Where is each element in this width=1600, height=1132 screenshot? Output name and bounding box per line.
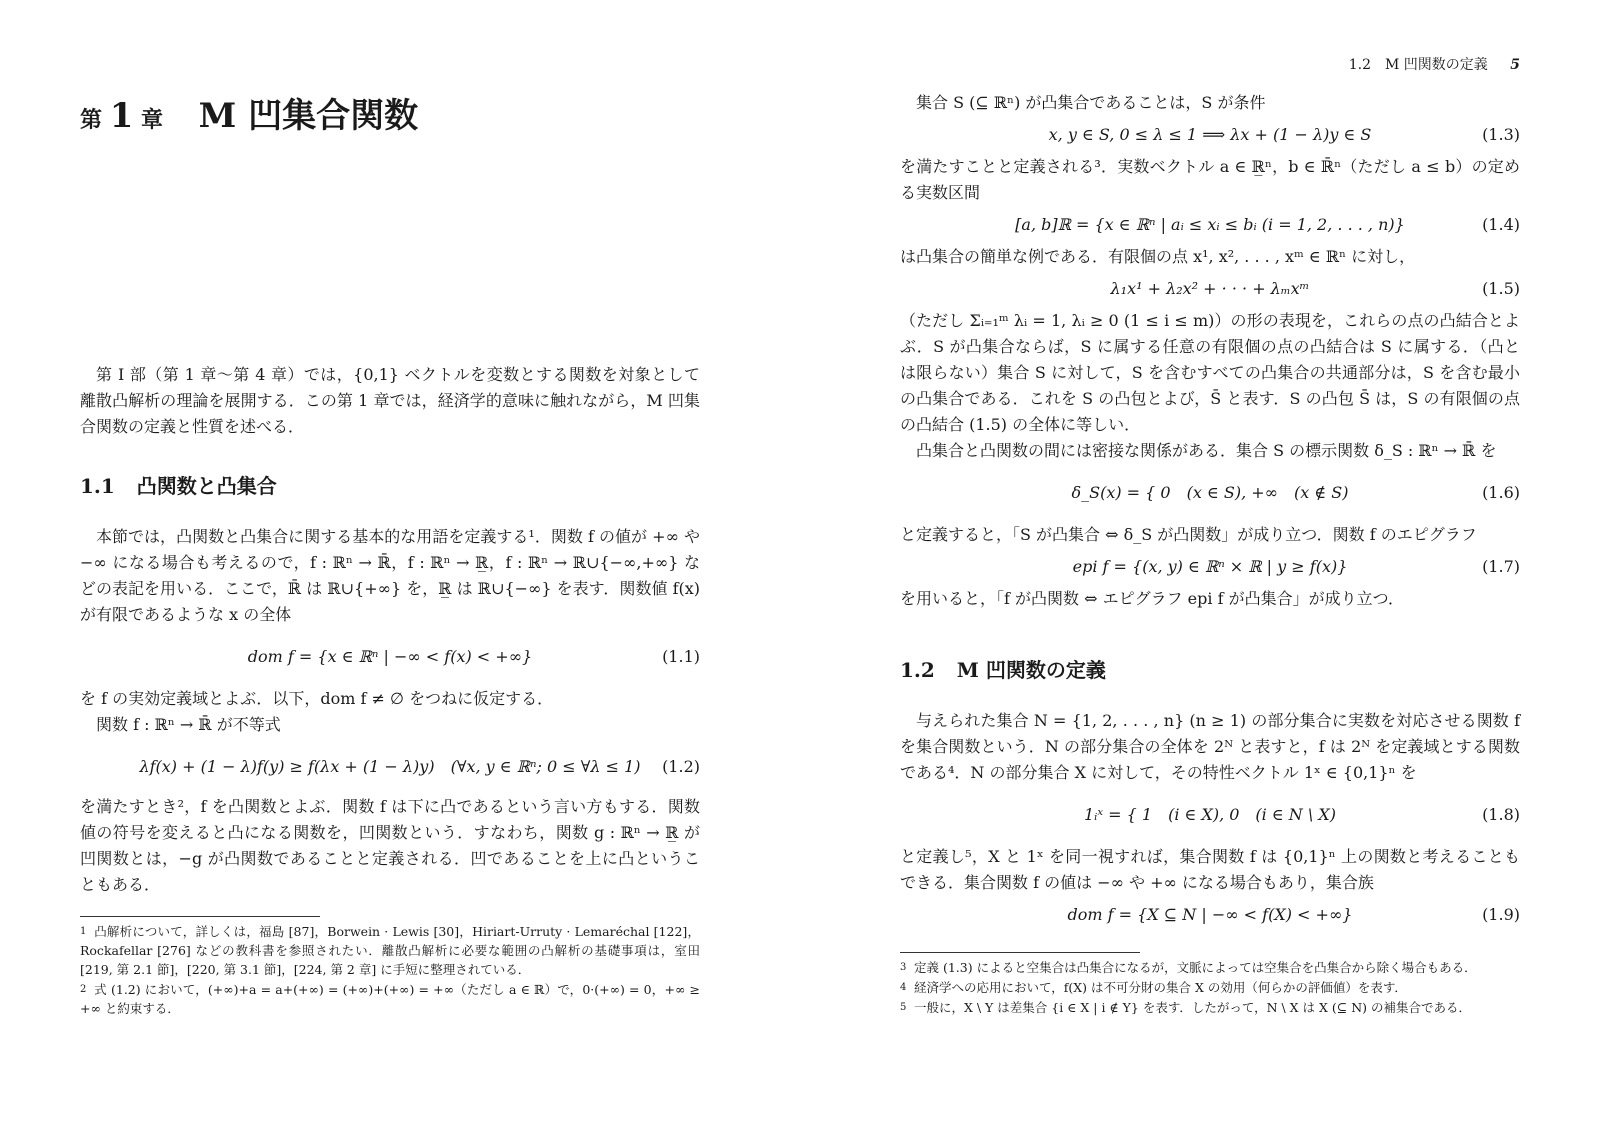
- footnote-4: 4 経済学への応用において，f(X) は不可分財の集合 X の効用（何らかの評価値）を表す．: [900, 980, 1407, 995]
- paragraph: 集合 S (⊆ ℝⁿ) が凸集合であることは，S が条件: [916, 93, 1266, 112]
- chapter-name: M 凹集合関数: [198, 96, 419, 136]
- footnote-rule: [900, 952, 1140, 953]
- footnote-3: 3 定義 (1.3) によると空集合は凸集合になるが，文脈によっては空集合を凸集合から除く場合もある．: [900, 960, 1477, 975]
- chapter-title: [80, 88, 418, 137]
- footnotes-left: [80, 922, 700, 1019]
- equation-1-1: dom f = {x ∈ ℝⁿ | −∞ < f(x) < +∞} (1.1): [247, 647, 700, 666]
- equation-1-9: dom f = {X ⊆ N | −∞ < f(X) < +∞} (1.9): [1067, 905, 1520, 924]
- footnotes-right: [900, 958, 1520, 1018]
- equation-1-3: x, y ∈ S, 0 ≤ λ ≤ 1 ⟹ λx + (1 − λ)y ∈ S (1.3): [1048, 125, 1520, 144]
- intro-paragraph: 第 I 部（第 1 章〜第 4 章）では，{0,1} ベクトルを変数とする関数を対象として離散凸解析の理論を展開する．この第 1 章では，経済学的意味に触れながら，M 凹集合関数の定義と性質を述べる．: [80, 365, 700, 436]
- section-heading-1-2: 1.2 M 凹関数の定義: [900, 658, 1106, 682]
- footnote-5: 5 一般に，X \ Y は差集合 {i ∈ X | i ∉ Y} を表す．したがって，N \ X は X (⊆ N) の補集合である．: [900, 1000, 1472, 1015]
- paragraph: を満たすとき²，f を凸関数とよぶ．関数 f は下に凸であるという言い方もする．関数値の符号を変えると凸になる関数を，凹関数という．すなわち，関数 g : ℝⁿ → ℝ̲ が凹関数とは，−g が凸関数であることと定義される．凹であることを上に凸ということもある．: [80, 797, 700, 894]
- equation-1-2: λf(x) + (1 − λ)f(y) ≥ f(λx + (1 − λ)y) (∀x, y ∈ ℝⁿ; 0 ≤ ∀λ ≤ 1) (1.2): [139, 757, 700, 776]
- paragraph: は凸集合の簡単な例である．有限個の点 x¹, x², . . . , xᵐ ∈ ℝⁿ に対し，: [900, 247, 1416, 266]
- paragraph: を f の実効定義域とよぶ．以下，dom f ≠ ∅ をつねに仮定する．: [80, 689, 554, 708]
- footnote-1: 1 凸解析について，詳しくは，福島 [87]，Borwein · Lewis [30]，Hiriart-Urruty · Lemaréchal [122]，Rockafellar [276] などの教科書を参照されたい．離散凸解析に必要な範囲の凸解析の基礎事項は，室田 [219, 第 2.1 節]，[220, 第 3.1 節]，[224, 第 2 章] に手短に整理されている．: [80, 924, 700, 977]
- equation-1-7: epi f = {(x, y) ∈ ℝⁿ × ℝ | y ≥ f(x)} (1.7): [1072, 557, 1520, 576]
- paragraph: と定義し⁵，X と 1ˣ を同一視すれば，集合関数 f は {0,1}ⁿ 上の関数と考えることもできる．集合関数 f の値は −∞ や +∞ になる場合もあり，集合族: [900, 847, 1520, 892]
- running-header: [900, 54, 1520, 74]
- page-number: 5: [1510, 57, 1520, 73]
- equation-1-4: [a, b]ℝ = {x ∈ ℝⁿ | aᵢ ≤ xᵢ ≤ bᵢ (i = 1, 2, . . . , n)} (1.4): [1015, 215, 1520, 234]
- chapter-label: 第 1 章: [80, 96, 164, 136]
- paragraph: と定義すると，「S が凸集合 ⇔ δ_S が凸関数」が成り立つ．関数 f のエピグラフ: [900, 525, 1477, 544]
- chapter-intro: [80, 362, 700, 440]
- section-heading-1-1: 1.1 凸関数と凸集合: [80, 474, 277, 498]
- paragraph: 関数 f : ℝⁿ → ℝ̄ が不等式: [96, 715, 281, 734]
- paragraph: を用いると，「f が凸関数 ⇔ エピグラフ epi f が凸集合」が成り立つ．: [900, 589, 1404, 608]
- footnote-2: 2 式 (1.2) において，(+∞)+a = a+(+∞) = (+∞)+(+∞) = +∞（ただし a ∈ ℝ）で，0·(+∞) = 0，+∞ ≥ +∞ と約束する．: [80, 982, 700, 1016]
- paragraph: （ただし Σᵢ₌₁ᵐ λᵢ = 1, λᵢ ≥ 0 (1 ≤ i ≤ m)）の形の表現を，これらの点の凸結合とよぶ．S が凸集合ならば，S に属する任意の有限個の点の凸結合は S に属する．（凸とは限らない）集合 S に対して，S を含むすべての凸集合の共通部分は，S を含む最小の凸集合である．これを S の凸包とよび，S̄ と表す．S の凸包 S̄ は，S の有限個の点の凸結合 (1.5) の全体に等しい．: [900, 311, 1520, 434]
- equation-1-8: 1ᵢˣ = { 1 (i ∈ X), 0 (i ∈ N \ X) (1.8): [1083, 805, 1520, 824]
- section-1-2-body: [900, 708, 1520, 934]
- paragraph: を満たすことと定義される³．実数ベクトル a ∈ ℝ̲ⁿ，b ∈ ℝ̄ⁿ（ただし a ≤ b）の定める実数区間: [900, 157, 1520, 202]
- section-1-1-continued: [900, 90, 1520, 612]
- footnote-rule: [80, 916, 320, 917]
- equation-1-6: δ_S(x) = { 0 (x ∈ S), +∞ (x ∉ S) (1.6): [1071, 483, 1520, 502]
- equation-1-5: λ₁x¹ + λ₂x² + · · · + λₘxᵐ (1.5): [1110, 279, 1520, 298]
- paragraph: 凸集合と凸関数の間には密接な関係がある．集合 S の標示関数 δ_S : ℝⁿ → ℝ̄ を: [916, 441, 1497, 460]
- section-1-1-body: [80, 524, 700, 898]
- paragraph: 本節では，凸関数と凸集合に関する基本的な用語を定義する¹．関数 f の値が +∞ や −∞ になる場合も考えるので，f : ℝⁿ → ℝ̄，f : ℝⁿ → ℝ̲，f : ℝⁿ → ℝ∪{−∞,+∞} などの表記を用いる．ここで，ℝ̄ は ℝ∪{+∞} を，ℝ̲ は ℝ∪{−∞} を表す．関数値 f(x) が有限であるような x の全体: [80, 527, 700, 624]
- paragraph: 与えられた集合 N = {1, 2, . . . , n} (n ≥ 1) の部分集合に実数を対応させる関数 f を集合関数という．N の部分集合の全体を 2ᴺ と表すと，f は 2ᴺ を定義域とする関数である⁴．N の部分集合 X に対して，その特性ベクトル 1ˣ ∈ {0,1}ⁿ を: [900, 711, 1520, 782]
- running-header-section: 1.2 M 凹関数の定義: [1348, 57, 1488, 73]
